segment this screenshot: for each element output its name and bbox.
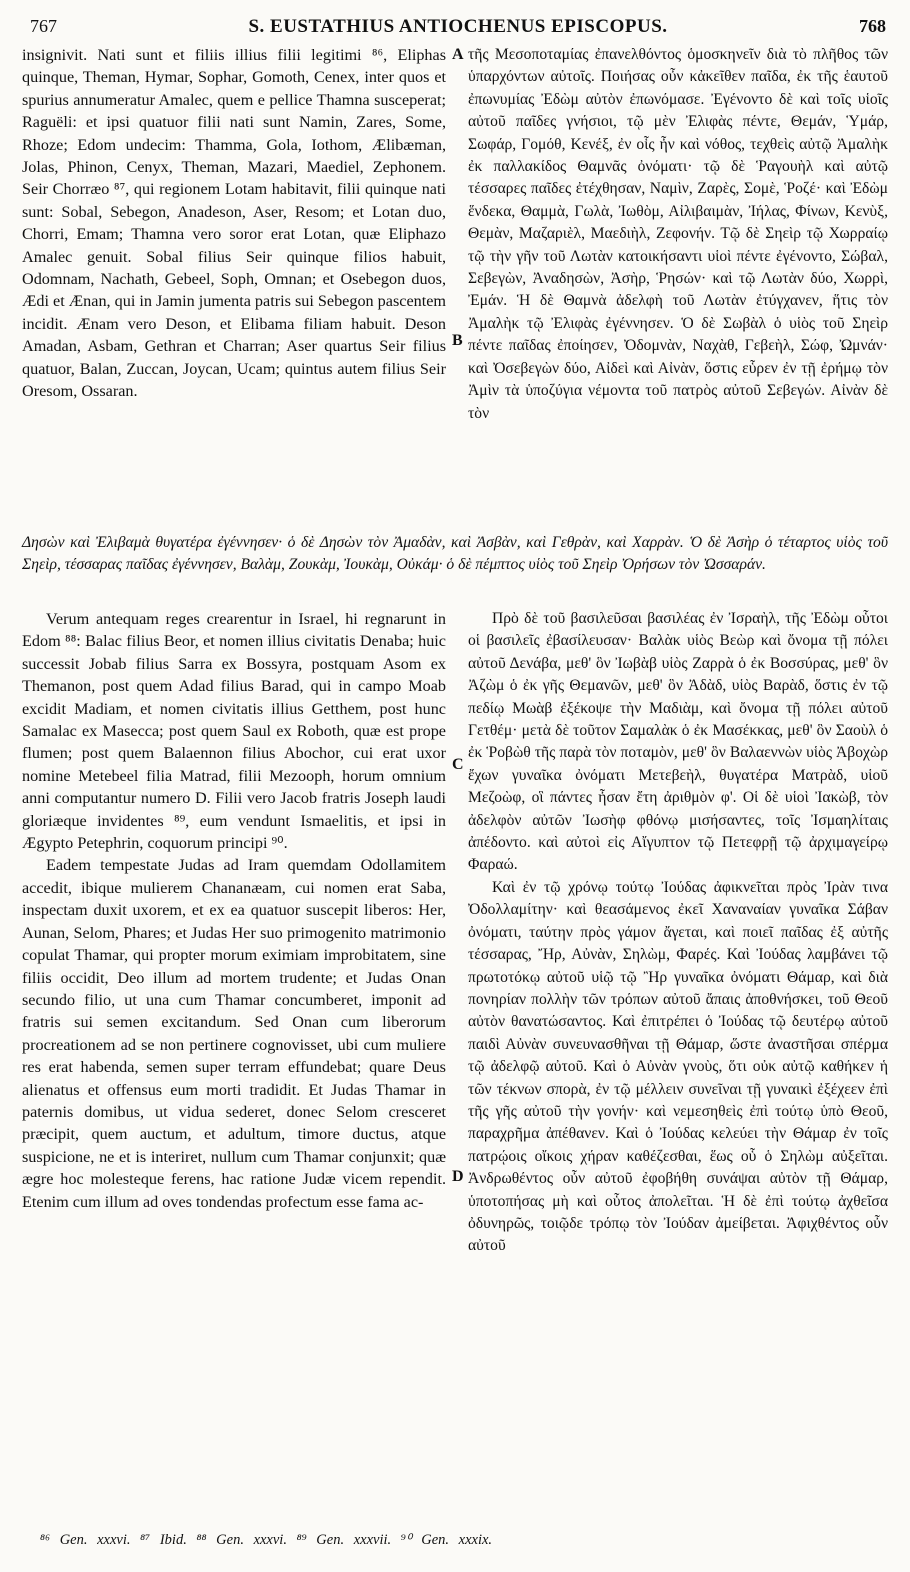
left-page-number: 767: [30, 16, 57, 36]
margin-marker-d: D: [452, 1168, 464, 1185]
latin-column-top: [22, 44, 446, 403]
greek-paragraph-1: τῆς Μεσοποταμίας ἐπανελθόντος ὁμοσκηνεῖν διὰ τὸ πλῆθος τῶν ὑπαρχόντων αὐτοῖς. Ποιήσας οὖν κἀκεῖθεν παῖδα, ἐκ τῆς ἑαυτοῦ ἐπωνυμίας Ἐδὼμ αὐτὸν ἐπωνόμασε. Ἐγένοντο δὲ καὶ τοῖς υἱοῖς αὐτοῦ παῖδες γνήσιοι, τῷ μὲν Ἐλιφὰς πέντε, Θεμάν, Ὑμάρ, Σωφάρ, Γομόθ, Κενέξ, ἐν οἷς ἦν καὶ νόθος, τεχθεὶς αὐτῷ Ἀμαλὴκ ἐκ παλλακίδος Θαμνᾶς ὀνόματι· τῷ δὲ Ῥαγουὴλ καὶ αὐτῷ τέσσαρες παῖδες ἐτέχθησαν, Ναμὶν, Ζαρὲς, Σομὲ, Ῥοζέ· καὶ Ἐδὼμ ἕνδεκα, Θαμμὰ, Γωλὰ, Ἰωθὸμ, Αἰλιβαιμὰν, Ἰήλας, Φίνων, Κενὺξ, Θεμὰν, Μαζαριὲλ, Μαεδιὴλ, Ζεφονήν. Τῷ δὲ Σηεὶρ τῷ Χωρραίῳ τῷ τὴν γῆν τοῦ Λωτὰν κατοικήσαντι υἱοὶ πέντε ἐγένοντο, Σώβαλ, Σεβεγὼν, Ἀναδησὼν, Ἀσὴρ, Ῥησών· καὶ τῷ Λωτὰν δύο, Χωρρὶ, Ἐμάν. Ἡ δὲ Θαμνὰ ἀδελφὴ τοῦ Λωτὰν ἐτύγχανεν, ἥτις τὸν Ἀμαλὴκ τῷ Ἐλιφὰς ἐγέννησεν. Ὁ δὲ Σωβὰλ ὁ υἱὸς τοῦ Σηεὶρ πέντε παῖδας ἐποίησεν, Ὀδομνὰν, Ναχὰθ, Γεβεὴλ, Σώφ, Ὠμνάν· καὶ Ὀσεβεγὼν δύο, Αἰδεὶ καὶ Αἰνὰν, ὅστις εὗρεν ἐν τῇ ἐρήμῳ τὸν Ἀμὶν τὰ ὑποζύγια νέμοντα τοῦ πατρὸς αὐτοῦ Σεβεγών. Αἰνὰν δὲ τὸν: [468, 46, 888, 422]
greek-full-width-paragraph: Δησὼν καὶ Ἐλιβαμὰ θυγατέρα ἐγέννησεν· ὁ δὲ Δησὼν τὸν Ἀμαδὰν, καὶ Ἀσβὰν, καὶ Γεθρὰν, καὶ Χαρρὰν. Ὁ δὲ Ἀσὴρ ὁ τέταρτος υἱὸς τοῦ Σηεὶρ, τέσσαρας παῖδας ἐγέννησεν, Βαλὰμ, Ζουκὰμ, Ἰουκὰμ, Οὐκάμ· ὁ δὲ πέμπτος υἱὸς τοῦ Σηεὶρ Ὀρήσων τὸν Ὠσσαράν.: [22, 534, 888, 574]
greek-paragraph-2: Πρὸ δὲ τοῦ βασιλεῦσαι βασιλέας ἐν Ἰσραὴλ, τῆς Ἐδὼμ οὗτοι οἱ βασιλεῖς ἐβασίλευσαν· Βαλὰκ υἱὸς Βεὼρ καὶ ὄνομα τῇ πόλει αὐτοῦ Δενάβα, μεθ' ὃν Ἰωβὰβ υἱὸς Ζαρρὰ ὁ ἐκ Βοσσύρας, μεθ' ὃν Ἀζὼμ ὁ ἐκ γῆς Θεμανῶν, μεθ' ὃν Ἀδὰδ, υἱὸς Βαρὰδ, ὅστις ἐν τῷ πεδίῳ Μωὰβ ἐξέκοψε τὴν Μαδιὰμ, καὶ ὄνομα τῇ πόλει αὐτοῦ Γετθέμ· μετὰ δὲ τοῦτον Σαμαλὰκ ὁ ἐκ Μασέκκας, μεθ' ὃν Σαοὺλ ὁ ἐκ Ῥοβὼθ τῆς παρὰ τὸν ποταμὸν, μεθ' ὃν Βαλαεννὼν υἱὸς Ἀβοχὼρ ἔχων γυναῖκα ὀνόματι Μετεβεὴλ, θυγατέρα Ματρὰδ, υἱοῦ Μεζοὼφ, οἳ πάντες ἦσαν ἔτη ἀριθμὸν φ'. Οἱ δὲ υἱοὶ Ἰακὼβ, τὸν ἀδελφὸν αὐτῶν Ἰωσὴφ φθόνῳ μισήσαντες, τοῖς Ἰσμαηλίταις ἀπέδοντο. καὶ αὐτοὶ εἰς Αἴγυπτον τῷ Πετεφρῇ τῷ ἀρχιμαγείρῳ Φαραώ.: [468, 610, 888, 874]
latin-paragraph-2: Verum antequam reges crearentur in Israel, hi regnarunt in Edom ⁸⁸: Balac filius Beor, et nomen illius civitatis Denaba; huic successit Jobab filius Sarra ex Bossyra, postquam Asom ex Themanon, post quem Adad filius Barad, qui in campo Moab excidit Madiam, et nomen civitatis illius Getthem, post hunc Samalac ex Masecca; post quem Saul ex Roboth, quæ est prope flumen; post quem Balaennon filius Abochor, cui erat uxor nomine Metebeel filia Matrad, filii Mezooph, horum omnium anni computantur numero D. Filii vero Jacob fratris Joseph laudi gloriæque invidentes ⁸⁹, eum vendunt Ismaelitis, et ipsi in Ægypto Petephrin, coquorum principi ⁹⁰.: [22, 610, 446, 853]
margin-marker-c: C: [452, 756, 464, 773]
latin-paragraph-3: Eadem tempestate Judas ad Iram quemdam Odollamitem accedit, ibique mulierem Chananæam, cui nomen erat Saba, inspectam duxit uxorem, et ex ea quatuor suscepit liberos: Her, Aunan, Selom, Phares; et Judas Her suo primogenito matrimonio copulat Thamar, qui propter morum eximiam improbitatem, sine filiis occidit, Deo illum ad mortem trudente; et Judas Onan secundo filio, ut una cum Thamar concumberet, imponit ad fratris sui semen excitandum. Sed Onan cum liberorum procreationem ad se non pertinere cognovisset, ubi cum muliere res erat habenda, semen super terram effundebat; quare Deus alienatus et offensus eum morti tradidit. Et Judas Thamar in paternis domibus, ut vidua sederet, donec Selom cresceret præcipit, quem auctum, et adultum, timore ductus, atque suspicione, ne et is interiret, nullum cum Thamar conjunxit; quæ ægre hoc molesteque ferens, hac ratione Judæ vicem rependit. Etenim cum illum ad oves tondendas profectum esse fama ac-: [22, 856, 446, 1211]
greek-paragraph-3: Καὶ ἐν τῷ χρόνῳ τούτῳ Ἰούδας ἀφικνεῖται πρὸς Ἰρὰν τινα Ὀδολλαμίτην· καὶ θεασάμενος ἐκεῖ Χαναναίαν γυναῖκα Σάβαν ὀνόματι, ταύτην πρὸς γάμον ἄγεται, καὶ ποιεῖ παῖδας ἐξ αὐτῆς τέσσαρας, Ἤρ, Αὐνὰν, Σηλὼμ, Φαρές. Καὶ Ἰούδας λαμβάνει τῷ πρωτοτόκῳ αὐτοῦ υἱῷ τῷ Ἢρ γυναῖκα ὀνόματι Θάμαρ, καὶ διὰ πονηρίαν πολλὴν τῶν τρόπων αὐτοῦ ἄπαις ἀποθνήσκει, τοῦ Θεοῦ αὐτὸν θανατώσαντος. Καὶ ἐπιτρέπει ὁ Ἰούδας τῷ δευτέρῳ αὐτοῦ παιδὶ Αὐνὰν συνευνασθῆναι τῇ Θάμαρ, ὥστε ἀναστῆσαι σπέρμα τῷ ἀδελφῷ αὐτοῦ. Καὶ ὁ Αὐνὰν γνοὺς, ὅτι οὐκ αὐτῷ καθήκεν ἡ τῶν τέκνων σπορὰ, ἐν τῷ μέλλειν συνεῖναι τῇ γυναικὶ ἐξέχεεν ἐπὶ τῆς γῆς αὐτοῦ τὴν γονήν· καὶ νεμεσηθεὶς ἐπὶ τούτῳ ὑπὸ Θεοῦ, παραχρῆμα ἀπέθανεν. Καὶ ὁ Ἰούδας κελεύει τὴν Θάμαρ ἐν τοῖς πατρῴοις οἴκοις χήραν καθέζεσθαι, ἕως οὗ ὁ Σηλὼμ αὐξεῖται. Ἀνδρωθέντος οὖν αὐτοῦ ἐφοβήθη συνάψαι αὐτὸν τῇ Θάμαρ, ὑποτοπήσας μὴ καὶ οὗτος ἀπολεῖται. Ἡ δὲ ἐπὶ τούτῳ ἀχθεῖσα ὀδυνηρῶς, τοιῷδε τρόπῳ τὸν Ἰούδαν ἀμείβεται. Ἀφιχθέντος οὖν αὐτοῦ: [468, 878, 888, 1255]
latin-column-bottom: [22, 608, 446, 1213]
latin-paragraph-1: insignivit. Nati sunt et filiis illius filii legitimi ⁸⁶, Eliphas quinque, Theman, Hymar, Sophar, Gomoth, Cenex, inter quos et spurius annumeratur Amalec, quem e pellice Thamna susceperat; Raguëli: et ipsi quatuor filii nati sunt Namin, Zares, Some, Rhoze; Edom undecim: Thamma, Gola, Iothom, Ælibæman, Jolas, Phinon, Cenyx, Theman, Mazari, Maediel, Zephonem. Seir Chorræo ⁸⁷, qui regionem Lotam habitavit, filii quinque nati sunt: Sobal, Sebegon, Anadeson, Aser, Resom; et Lotan duo, Chorri, Emam; Thamna vero soror erat Lotan, quæ Eliphazo Amalec genuit. Sobal filius Seir quinque filios habuit, Odomnam, Nachath, Gebeel, Soph, Omnan; et Osebegon duos, Ædi et Ænan, qui in Jamin jumenta patris sui Sebegon pascentem incidit. Ænam vero Deson, et Elibama filiam habuit. Deson Amadan, Asbam, Gethran et Charran; Aser quartus Seir filius quatuor, Balan, Zuccan, Joycan, Ucam; quintus autem filius Seir Oresom, Ossaran.: [22, 46, 446, 401]
greek-column-top: [468, 44, 888, 425]
margin-marker-b: B: [452, 332, 463, 349]
right-page-number: 768: [859, 16, 886, 36]
running-header: [30, 16, 886, 42]
greek-column-bottom: [468, 608, 888, 1258]
running-title: S. EUSTATHIUS ANTIOCHENUS EPISCOPUS.: [248, 16, 668, 37]
footnotes: ⁸⁶ Gen. xxxvi. ⁸⁷ Ibid. ⁸⁸ Gen. xxxvi. ⁸⁹ Gen. xxxvii. ⁹⁰ Gen. xxxix.: [40, 1532, 493, 1548]
margin-marker-a: A: [452, 46, 464, 63]
